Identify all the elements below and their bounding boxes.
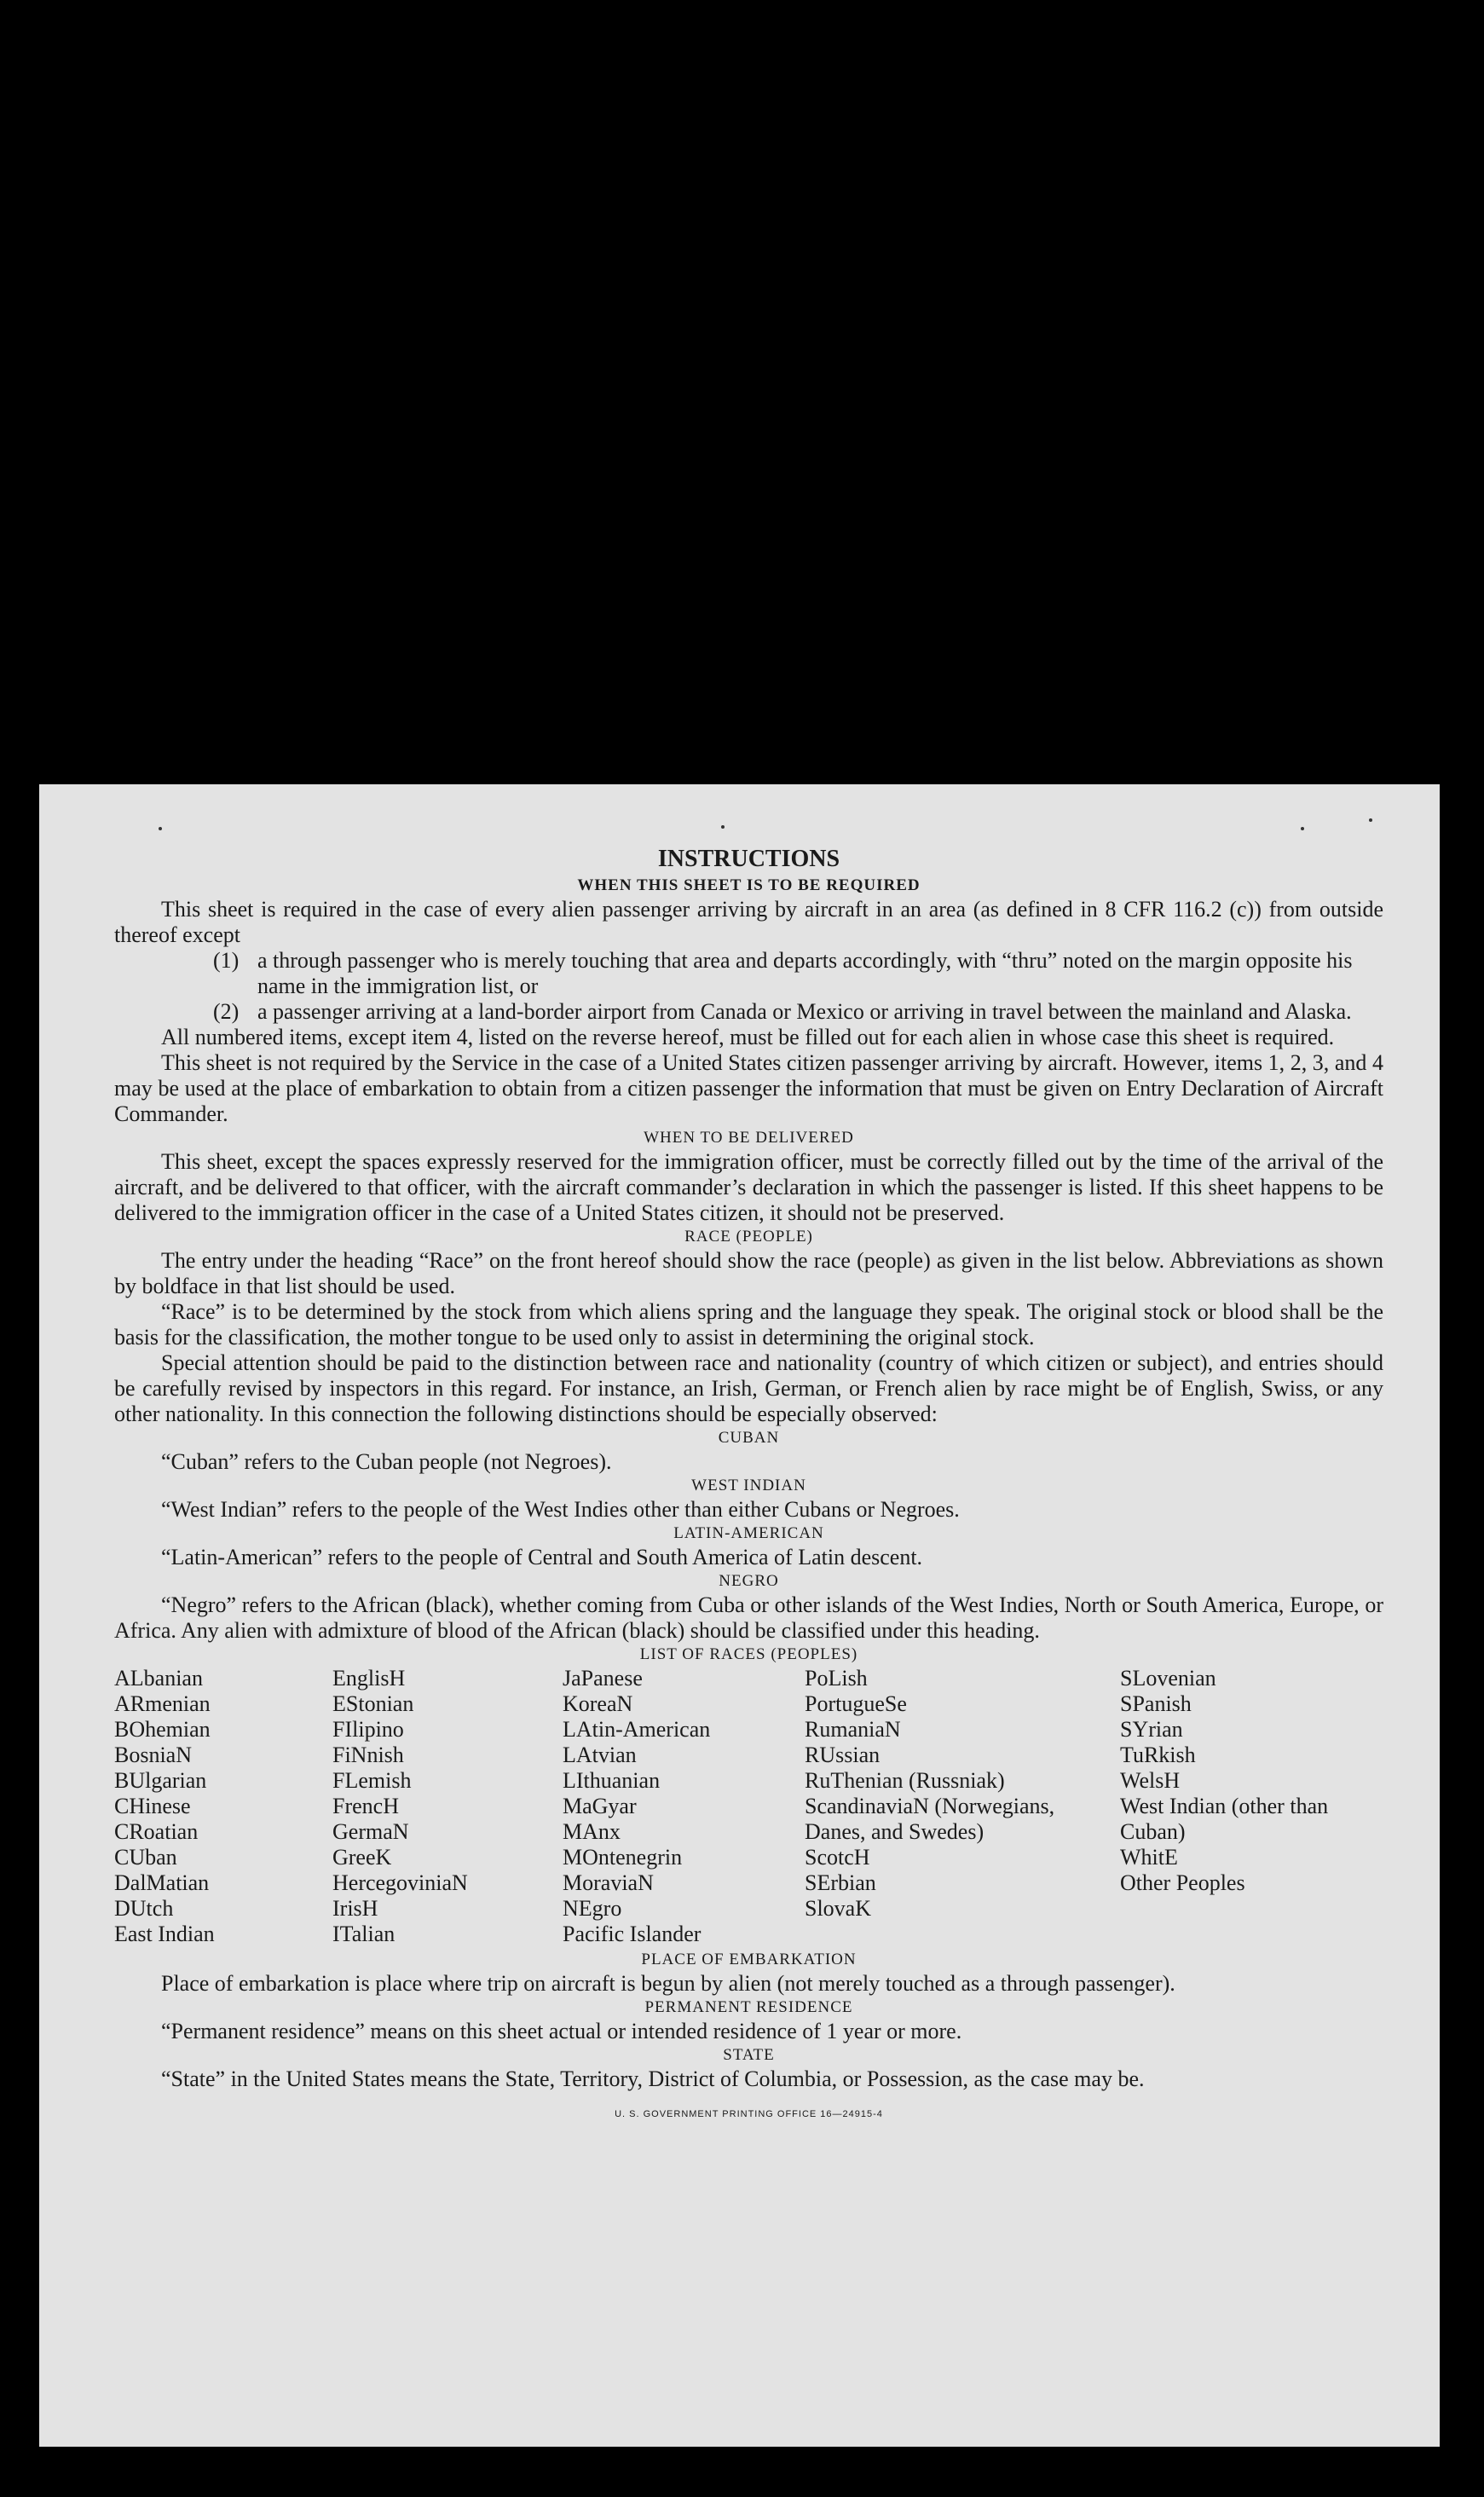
race-entry: PortugueSe: [805, 1691, 907, 1716]
list-item-exception-1: [114, 948, 1383, 999]
race-entry: CHinese: [114, 1794, 191, 1818]
paragraph-race-entry: The entry under the heading “Race” on the front hereof should show the race (people) as given in the list below. Abbreviations as shown by boldface in that list should be used.: [114, 1248, 1383, 1298]
race-entry: SErbian: [805, 1870, 876, 1895]
paragraph-citizen-passenger: This sheet is not required by the Service in the case of a United States citizen passenger arriving by aircraft. However, items 1, 2, 3, and 4 may be used at the place of embarkation to obtain from a citizen passenger the information that must be given on Entry Declaration of Aircraft Commander.: [114, 1050, 1383, 1126]
race-entry: ARmenian: [114, 1691, 211, 1716]
paragraph-embarkation: Place of embarkation is place where trip on aircraft is begun by alien (not merely touched as a through passenger).: [161, 1971, 1175, 1996]
races-column-3: [563, 1666, 805, 1947]
race-entry: MAnx: [563, 1819, 621, 1844]
race-entry: SLovenian: [1120, 1666, 1216, 1691]
race-entry: FrencH: [332, 1794, 399, 1818]
section-heading-latin-american: LATIN-AMERICAN: [673, 1524, 824, 1542]
race-entry: KoreaN: [563, 1691, 633, 1716]
paragraph-negro: “Negro” refers to the African (black), whether coming from Cuba or other islands of the West Indies, North or South America, Europe, or Africa. Any alien with admixture of blood of the African (black) should be classified under this heading.: [114, 1592, 1383, 1643]
race-entry: HercegoviniaN: [332, 1870, 468, 1895]
race-entry: SPanish: [1120, 1691, 1192, 1716]
race-entry: EnglisH: [332, 1666, 406, 1691]
race-entry: RUssian: [805, 1743, 881, 1767]
paper-speck: [1301, 827, 1304, 830]
race-entry: CUban: [114, 1845, 177, 1870]
race-entry: IrisH: [332, 1896, 378, 1921]
race-entry: LAtvian: [563, 1743, 637, 1767]
race-entry: CRoatian: [114, 1819, 199, 1844]
section-heading-residence: PERMANENT RESIDENCE: [644, 1998, 853, 2016]
race-entry: BUlgarian: [114, 1768, 207, 1793]
race-entry: SYrian: [1120, 1717, 1183, 1742]
race-entry: Other Peoples: [1120, 1870, 1245, 1895]
paragraph-latin-american: “Latin-American” refers to the people of Central and South America of Latin descent.: [161, 1545, 923, 1569]
race-entry: FIlipino: [332, 1717, 404, 1742]
race-entry: RumaniaN: [805, 1717, 901, 1742]
paragraph-numbered-items: All numbered items, except item 4, listed on the reverse hereof, must be filled out for each alien in whose case this sheet is required.: [161, 1025, 1335, 1049]
list-item-number: (1): [213, 948, 240, 973]
race-entry: Pacific Islander: [563, 1922, 702, 1946]
race-entry: GermaN: [332, 1819, 409, 1844]
section-heading-cuban: CUBAN: [718, 1429, 780, 1447]
race-entry: WelsH: [1120, 1768, 1181, 1793]
race-entry: SlovaK: [805, 1896, 871, 1921]
section-heading-negro: NEGRO: [719, 1572, 779, 1590]
paper-speck: [721, 825, 725, 829]
section-heading-state: STATE: [723, 2046, 775, 2064]
paper-speck: [159, 827, 162, 830]
section-heading-embarkation: PLACE OF EMBARKATION: [641, 1951, 857, 1968]
race-entry: East Indian: [114, 1922, 215, 1946]
race-entry: ITalian: [332, 1922, 396, 1946]
section-heading-west-indian: WEST INDIAN: [691, 1477, 806, 1494]
races-list: [114, 1666, 1383, 1947]
list-item-text: a through passenger who is merely touching that area and departs accordingly, with “thru” noted on the margin opposite his name in the immigration list, or: [257, 948, 1353, 998]
race-entry: ALbanian: [114, 1666, 203, 1691]
race-entry: DUtch: [114, 1896, 174, 1921]
race-entry: GreeK: [332, 1845, 392, 1870]
races-column-1: [114, 1666, 332, 1947]
races-column-4: [805, 1666, 1060, 1947]
race-entry: TuRkish: [1120, 1743, 1196, 1767]
race-entry: MaGyar: [563, 1794, 637, 1818]
race-entry: ScotcH: [805, 1845, 870, 1870]
race-entry: BOhemian: [114, 1717, 211, 1742]
race-entry: West Indian (other than Cuban): [1120, 1794, 1329, 1844]
race-entry: WhitE: [1120, 1845, 1178, 1870]
paragraph-delivered: This sheet, except the spaces expressly reserved for the immigration officer, must be correctly filled out by the time of the arrival of the aircraft, and be delivered to that officer, with the aircraft commander’s declaration in which the passenger is listed. If this sheet happens to be delivered to the immigration officer in the case of a United States citizen, it should not be preserved.: [114, 1149, 1383, 1225]
race-entry: FiNnish: [332, 1743, 404, 1767]
page-title: INSTRUCTIONS: [657, 846, 840, 872]
paragraph-residence: “Permanent residence” means on this sheet actual or intended residence of 1 year or more.: [161, 2019, 962, 2043]
race-entry: LIthuanian: [563, 1768, 661, 1793]
race-entry: MOntenegrin: [563, 1845, 683, 1870]
instruction-sheet: [39, 784, 1440, 2447]
section-heading-required: WHEN THIS SHEET IS TO BE REQUIRED: [577, 876, 921, 894]
section-heading-races-list: LIST OF RACES (PEOPLES): [639, 1645, 858, 1663]
race-entry: MoraviaN: [563, 1870, 654, 1895]
race-entry: LAtin-American: [563, 1717, 711, 1742]
paragraph-race-nationality: Special attention should be paid to the distinction between race and nationality (country of which citizen or subject), and entries should be carefully revised by inspectors in this regard. For instance, an Irish, German, or French alien by race might be of English, Swiss, or any other nationality. In this connection the following distinctions should be especially observed:: [114, 1350, 1383, 1426]
printer-imprint: U. S. GOVERNMENT PRINTING OFFICE 16—24915-4: [615, 2109, 883, 2119]
race-entry: BosniaN: [114, 1743, 192, 1767]
race-entry: EStonian: [332, 1691, 414, 1716]
race-entry: FLemish: [332, 1768, 412, 1793]
list-item-number: (2): [213, 999, 240, 1024]
paragraph-required-intro: This sheet is required in the case of every alien passenger arriving by aircraft in an area (as defined in 8 CFR 116.2 (c)) from outside thereof except: [114, 897, 1383, 947]
paragraph-state: “State” in the United States means the State, Territory, District of Columbia, or Possession, as the case may be.: [161, 2066, 1145, 2091]
race-entry: JaPanese: [563, 1666, 643, 1691]
paragraph-west-indian: “West Indian” refers to the people of the West Indies other than either Cubans or Negroes.: [161, 1497, 960, 1522]
race-entry: DalMatian: [114, 1870, 210, 1895]
section-heading-race: RACE (PEOPLE): [684, 1228, 813, 1246]
list-item-text: a passenger arriving at a land-border airport from Canada or Mexico or arriving in travel between the mainland and Alaska.: [257, 999, 1352, 1024]
paper-speck: [1369, 818, 1372, 822]
list-item-exception-2: [114, 999, 1383, 1025]
race-entry: RuThenian (Russniak): [805, 1768, 1005, 1793]
races-column-2: [332, 1666, 563, 1947]
race-entry: NEgro: [563, 1896, 622, 1921]
races-column-5: [1120, 1666, 1342, 1947]
paragraph-cuban: “Cuban” refers to the Cuban people (not Negroes).: [161, 1449, 612, 1474]
race-entry: PoLish: [805, 1666, 868, 1691]
race-entry: ScandinaviaN (Norwegians, Danes, and Swedes): [805, 1794, 1055, 1844]
section-heading-delivered: WHEN TO BE DELIVERED: [644, 1129, 854, 1147]
paragraph-race-stock: “Race” is to be determined by the stock from which aliens spring and the language they speak. The original stock or blood shall be the basis for the classification, the mother tongue to be used only to assist in determining the original stock.: [114, 1299, 1383, 1350]
